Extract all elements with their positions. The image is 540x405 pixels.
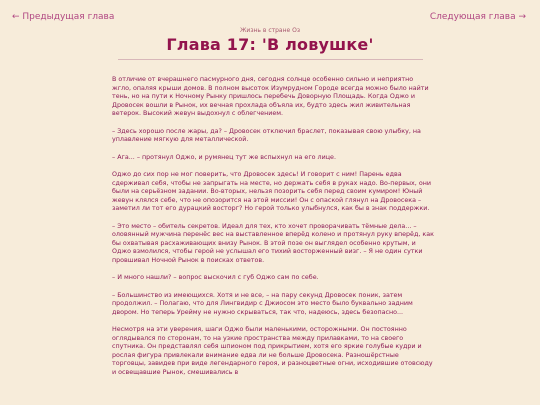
paragraph: – Здесь хорошо после жары, да? – Дровосек отключил браслет, показывая свою улыбку, на уплавление мягкую для металлической.: [112, 127, 421, 144]
paragraph: – Ага... – протянул Оджо, и румянец тут же вспыхнул на его лице.: [112, 153, 336, 161]
paragraph: – И много нашли? – вопрос выскочил с губ Оджо сам по себе.: [112, 274, 319, 282]
title-divider: [118, 59, 423, 60]
chapter-title: Глава 17: 'В ловушке': [166, 34, 374, 54]
previous-chapter-link[interactable]: ← Предыдущая глава: [12, 12, 115, 22]
next-chapter-link[interactable]: Следующая глава →: [429, 12, 526, 22]
paragraph: Оджо до сих пор не мог поверить, что Дровосек здесь! И говорит с ним! Парень едва сдерживал себя, чтобы не запрыгать на месте, но держать себя в руках надо. Во-первых, они были на серьёзном задании. Во-вторых, нельзя позорить себя перед своим кумиром! Юный жевун клялся себе, что не опозорится на этой миссии! Он с опаской глянул на Дровосека – заметил ли тот его дурацкий восторг? Но герой только улыбнулся, как бы в знак поддержки.: [112, 171, 431, 213]
paragraph: В отличие от вчерашнего пасмурного дня, сегодня солнце особенно сильно и неприятно жгло, опаляя крыши домов. В полном высоток Изумрудном Городе всегда можно было найти тень, но на пути к Ночному Рынку пришлось перебечь Доворную Площадь. Когда Оджо и Дровосек вошли в Рынок, их вечная прохлада объяла их, будто здесь жил живительная ветерок. Высокий жевун выдохнул с облегчением.: [112, 76, 429, 118]
paragraph: – Это место – обитель секретов. Идеал для тех, кто хочет проворачивать тёмные дела... – оловянный мужчина перенёс вес на выставленное вперёд колено и протянул руку вперёд, как бы охватывая расхаживающих внизу Рынок. В этой позе он выглядел особенно крутым, и Оджо взмолился, чтобы герой не услышал его тихий восторженный визг. – Я не один сутки провшивал Ночной Рынок в поисках ответов.: [112, 222, 434, 264]
paragraph: Несмотря на эти уверения, шаги Оджо были маленькими, осторожными. Он постоянно оглядывался по сторонам, то на узкие пространства между прилавками, то на своего спутника. Он представлял себя шпионом под прикрытием, хотя его яркие голубые кудри и рослая фигура привлекали внимание едва ли не больше Дровосека. Разношёрстные торговцы, завидев при виде легендарного героя, и разноцветные огни, исходившие отовсюду и освещавшие Рынок, смешивались в: [112, 326, 433, 376]
book-title: Жизнь в стране Оз: [239, 27, 301, 34]
paragraph: – Большинство из имеющихся. Хотя и не все, – на пару секунд Дровосек поник, затем продолжил. – Полагаю, что для Лингвидир с Джиосом это место было буквально задним двором. Но теперь Урейму не нужно скрываться, так что, надеюсь, здесь безопасно...: [112, 291, 413, 316]
chapter-navigation: [0, 12, 540, 34]
chapter-text: [112, 76, 434, 386]
